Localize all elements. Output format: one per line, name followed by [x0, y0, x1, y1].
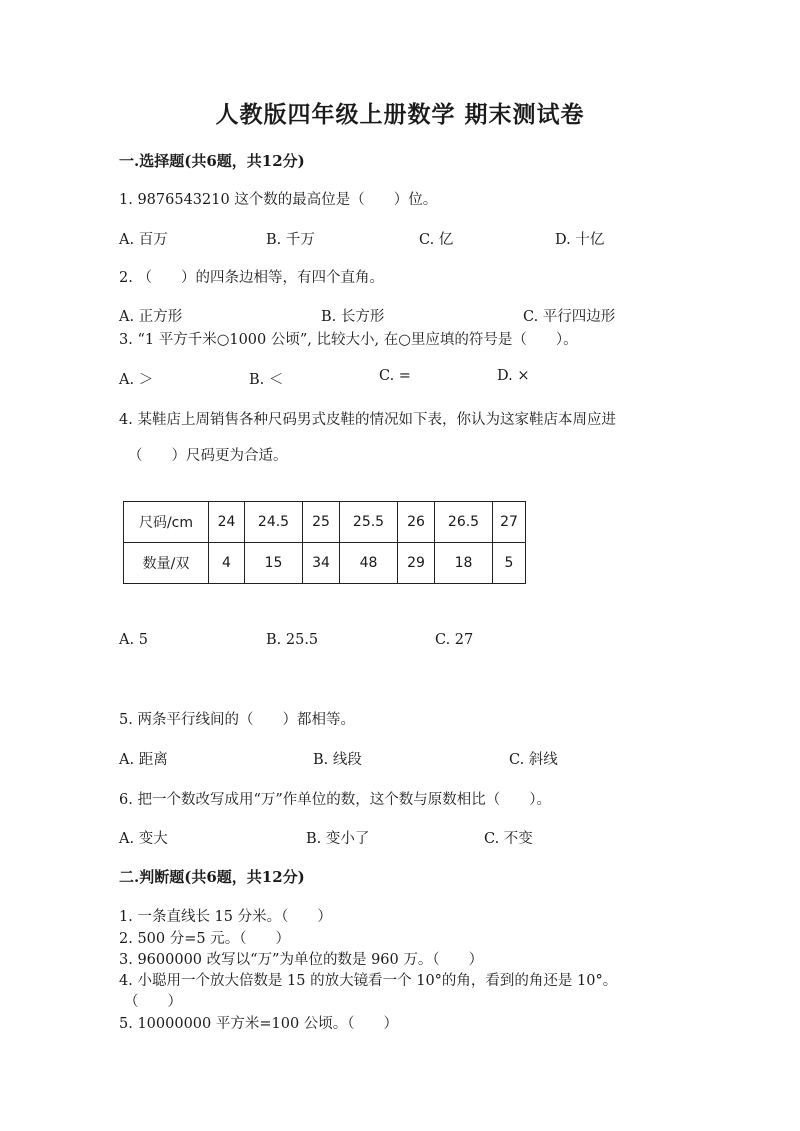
section-heading-choice: 一.选择题(共6题，共12分)	[119, 152, 305, 170]
q5-option-c: C. 斜线	[509, 752, 558, 768]
q1-option-c: C. 亿	[419, 232, 454, 248]
q4-option-b: B. 25.5	[266, 632, 319, 648]
page-title: 人教版四年级上册数学 期末测试卷	[215, 101, 585, 128]
q4-option-c: C. 27	[435, 632, 474, 648]
shoe-size-table	[123, 501, 526, 584]
question-1: 1. 9876543210 这个数的最高位是（ ）位。	[119, 192, 438, 208]
table-cell: 尺码/cm	[124, 502, 209, 543]
table-row	[124, 502, 526, 543]
judgement-3: 3. 9600000 改写以“万”为单位的数是 960 万。（ ）	[119, 952, 484, 968]
section-heading-judgement: 二.判断题(共6题，共12分)	[119, 868, 305, 886]
question-4: 4. 某鞋店上周销售各种尺码男式皮鞋的情况如下表，你认为这家鞋店本周应进	[119, 412, 616, 428]
table-row	[124, 543, 526, 584]
question-5: 5. 两条平行线间的（ ）都相等。	[119, 712, 355, 728]
table-cell: 26	[398, 502, 435, 543]
q6-option-b: B. 变小了	[306, 831, 370, 847]
judgement-4-continued: （ ）	[124, 994, 182, 1010]
q5-option-a: A. 距离	[119, 752, 168, 768]
judgement-1: 1. 一条直线长 15 分米。（ ）	[119, 909, 332, 925]
q3-option-a: A. ＞	[119, 372, 154, 388]
q3-option-d: D. ×	[497, 368, 530, 384]
question-3: 3. “1 平方千米○1000 公顷”, 比较大小, 在○里应填的符号是（ ）。	[119, 332, 578, 348]
table-cell: 27	[493, 502, 526, 543]
question-6: 6. 把一个数改写成用“万”作单位的数，这个数与原数相比（ ）。	[119, 792, 552, 808]
q6-option-a: A. 变大	[119, 831, 168, 847]
table-cell: 15	[245, 543, 303, 584]
q5-option-b: B. 线段	[313, 752, 362, 768]
table-cell: 48	[340, 543, 398, 584]
q3-option-b: B. ＜	[249, 372, 284, 388]
judgement-4: 4. 小聪用一个放大倍数是 15 的放大镜看一个 10°的角，看到的角还是 10°。	[119, 973, 618, 989]
table-cell: 18	[435, 543, 493, 584]
q6-option-c: C. 不变	[484, 831, 533, 847]
table-cell: 数量/双	[124, 543, 209, 584]
q3-option-c: C. =	[379, 368, 411, 384]
table-cell: 4	[209, 543, 245, 584]
table-cell: 29	[398, 543, 435, 584]
q1-option-a: A. 百万	[119, 232, 168, 248]
table-cell: 25.5	[340, 502, 398, 543]
table-cell: 34	[303, 543, 340, 584]
q4-option-a: A. 5	[119, 632, 148, 648]
judgement-2: 2. 500 分=5 元。（ ）	[119, 931, 290, 947]
judgement-5: 5. 10000000 平方米=100 公顷。（ ）	[119, 1016, 399, 1032]
q1-option-d: D. 十亿	[555, 232, 605, 248]
table-cell: 26.5	[435, 502, 493, 543]
q2-option-c: C. 平行四边形	[523, 309, 616, 325]
question-4-continued: （ ）尺码更为合适。	[128, 448, 288, 464]
question-2: 2. （ ）的四条边相等，有四个直角。	[119, 270, 384, 286]
q2-option-b: B. 长方形	[321, 309, 385, 325]
table-cell: 24.5	[245, 502, 303, 543]
table-cell: 24	[209, 502, 245, 543]
q1-option-b: B. 千万	[266, 232, 315, 248]
table-cell: 25	[303, 502, 340, 543]
q2-option-a: A. 正方形	[119, 309, 183, 325]
table-cell: 5	[493, 543, 526, 584]
